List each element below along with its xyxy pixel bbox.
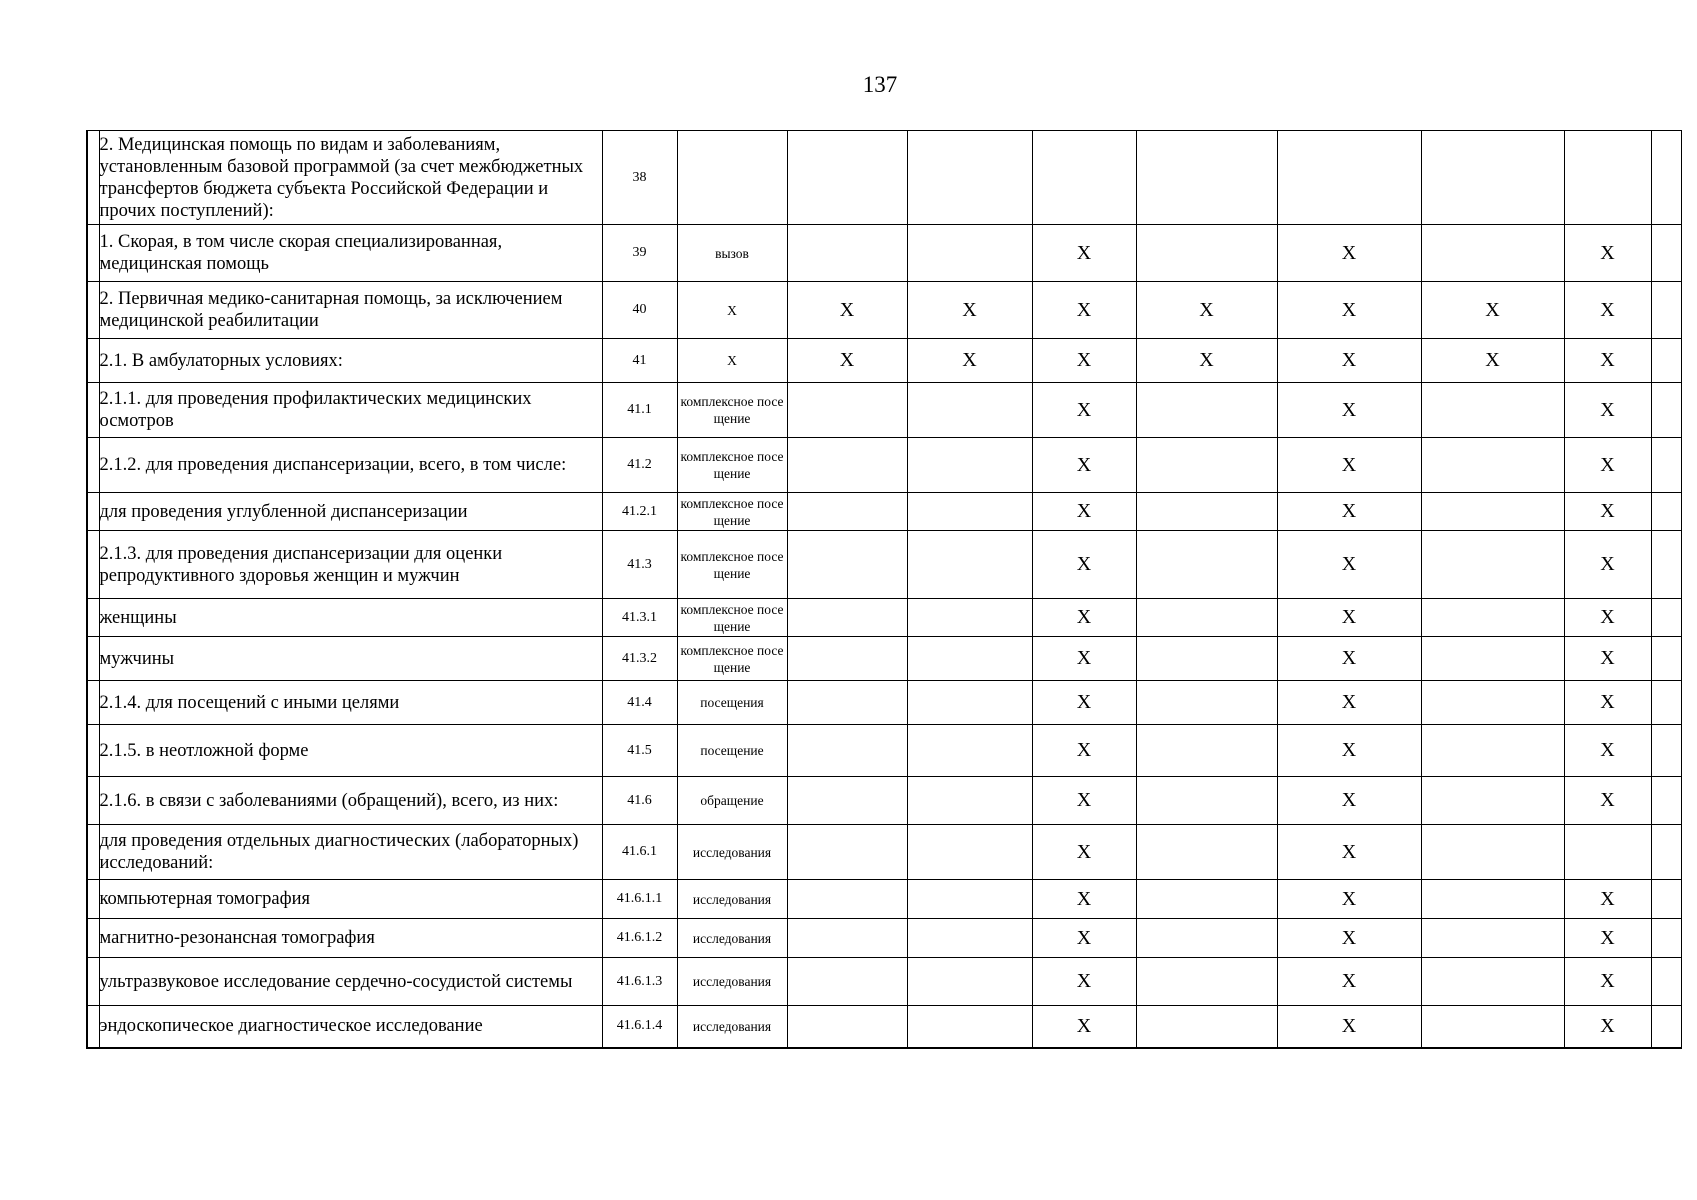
table-row [87,637,1681,681]
row-unit-cell: комплексное посещение [677,637,787,681]
table-row [87,531,1681,599]
row-name-cell: 2.1. В амбулаторных условиях: [99,339,602,383]
value-cell-col-1 [787,599,907,637]
value-cell-col-2: X [907,339,1032,383]
row-name-cell: ультразвуковое исследование сердечно-сосудистой системы [99,958,602,1006]
value-cell-col-3: X [1032,919,1136,958]
value-cell-col-6 [1421,825,1564,880]
row-number-cell: 39 [602,225,677,282]
value-cell-col-6 [1421,131,1564,225]
value-cell-col-1 [787,531,907,599]
row-unit-cell: исследования [677,1006,787,1048]
row-gutter-cell [87,637,99,681]
value-cell-col-6 [1421,880,1564,919]
value-cell-col-7: X [1564,438,1651,493]
value-cell-col-1 [787,637,907,681]
row-number-cell: 40 [602,282,677,339]
value-cell-col-2 [907,637,1032,681]
row-number-cell: 41.6.1.4 [602,1006,677,1048]
value-cell-col-2 [907,131,1032,225]
value-cell-col-2 [907,383,1032,438]
value-cell-col-7: X [1564,599,1651,637]
trailing-cell [1651,339,1681,383]
value-cell-col-2 [907,725,1032,777]
table-row [87,880,1681,919]
row-number-cell: 41.3.2 [602,637,677,681]
table-row [87,725,1681,777]
value-cell-col-3: X [1032,637,1136,681]
row-name-cell: 1. Скорая, в том числе скорая специализированная, медицинская помощь [99,225,602,282]
trailing-cell [1651,681,1681,725]
value-cell-col-1 [787,825,907,880]
row-name-cell: 2. Первичная медико-санитарная помощь, за исключением медицинской реабилитации [99,282,602,339]
value-cell-col-7: X [1564,637,1651,681]
value-cell-col-6 [1421,777,1564,825]
value-cell-col-5: X [1277,225,1421,282]
table-row [87,1006,1681,1048]
row-gutter-cell [87,131,99,225]
row-gutter-cell [87,282,99,339]
row-number-cell: 41.6.1.1 [602,880,677,919]
value-cell-col-1 [787,1006,907,1048]
value-cell-col-4 [1136,825,1277,880]
value-cell-col-3: X [1032,825,1136,880]
value-cell-col-7: X [1564,531,1651,599]
value-cell-col-4 [1136,777,1277,825]
trailing-cell [1651,637,1681,681]
table-row [87,383,1681,438]
row-unit-cell: комплексное посещение [677,531,787,599]
value-cell-col-5: X [1277,531,1421,599]
row-number-cell: 41.6.1.2 [602,919,677,958]
value-cell-col-4 [1136,225,1277,282]
table-body [87,131,1681,1048]
value-cell-col-6 [1421,637,1564,681]
value-cell-col-5: X [1277,725,1421,777]
value-cell-col-4: X [1136,339,1277,383]
page-number: 137 [862,72,898,97]
value-cell-col-4 [1136,493,1277,531]
row-name-cell: для проведения углубленной диспансеризации [99,493,602,531]
value-cell-col-2 [907,958,1032,1006]
value-cell-col-7: X [1564,919,1651,958]
value-cell-col-7: X [1564,383,1651,438]
row-unit-cell: комплексное посещение [677,438,787,493]
value-cell-col-6 [1421,438,1564,493]
row-name-cell: магнитно-резонансная томография [99,919,602,958]
value-cell-col-1 [787,777,907,825]
value-cell-col-3: X [1032,777,1136,825]
row-number-cell: 41.2 [602,438,677,493]
value-cell-col-1 [787,493,907,531]
value-cell-col-7: X [1564,681,1651,725]
row-number-cell: 41.3.1 [602,599,677,637]
row-name-cell: 2. Медицинская помощь по видам и заболеваниям, установленным базовой программой (за счет межбюджетных трансфертов бюджета субъекта Российской Федерации и прочих поступлений): [99,131,602,225]
value-cell-col-7: X [1564,725,1651,777]
row-name-cell: 2.1.6. в связи с заболеваниями (обращений), всего, из них: [99,777,602,825]
value-cell-col-4 [1136,383,1277,438]
value-cell-col-7: X [1564,493,1651,531]
trailing-cell [1651,225,1681,282]
value-cell-col-6 [1421,599,1564,637]
value-cell-col-2 [907,599,1032,637]
value-cell-col-7: X [1564,282,1651,339]
trailing-cell [1651,493,1681,531]
value-cell-col-7: X [1564,958,1651,1006]
value-cell-col-6: X [1421,282,1564,339]
row-number-cell: 41.6.1 [602,825,677,880]
value-cell-col-5: X [1277,681,1421,725]
value-cell-col-5: X [1277,599,1421,637]
value-cell-col-1 [787,225,907,282]
row-gutter-cell [87,880,99,919]
value-cell-col-7: X [1564,1006,1651,1048]
trailing-cell [1651,1006,1681,1048]
value-cell-col-6 [1421,1006,1564,1048]
row-gutter-cell [87,493,99,531]
row-number-cell: 41.3 [602,531,677,599]
row-number-cell: 41.6 [602,777,677,825]
value-cell-col-3: X [1032,599,1136,637]
trailing-cell [1651,531,1681,599]
row-name-cell: 2.1.2. для проведения диспансеризации, всего, в том числе: [99,438,602,493]
value-cell-col-2 [907,493,1032,531]
value-cell-col-5 [1277,131,1421,225]
value-cell-col-7: X [1564,339,1651,383]
row-unit-cell: комплексное посещение [677,383,787,438]
value-cell-col-5: X [1277,493,1421,531]
value-cell-col-5: X [1277,825,1421,880]
value-cell-col-6 [1421,919,1564,958]
table-row [87,958,1681,1006]
row-gutter-cell [87,919,99,958]
value-cell-col-2 [907,777,1032,825]
row-name-cell: для проведения отдельных диагностических (лабораторных) исследований: [99,825,602,880]
value-cell-col-3: X [1032,493,1136,531]
value-cell-col-7 [1564,825,1651,880]
value-cell-col-4 [1136,958,1277,1006]
value-cell-col-1 [787,919,907,958]
value-cell-col-1 [787,681,907,725]
value-cell-col-4 [1136,1006,1277,1048]
value-cell-col-1 [787,383,907,438]
row-number-cell: 41.6.1.3 [602,958,677,1006]
value-cell-col-1 [787,958,907,1006]
value-cell-col-4: X [1136,282,1277,339]
trailing-cell [1651,383,1681,438]
value-cell-col-2 [907,880,1032,919]
value-cell-col-3: X [1032,880,1136,919]
value-cell-col-2 [907,919,1032,958]
trailing-cell [1651,958,1681,1006]
value-cell-col-4 [1136,438,1277,493]
value-cell-col-6 [1421,958,1564,1006]
row-name-cell: компьютерная томография [99,880,602,919]
value-cell-col-5: X [1277,777,1421,825]
table-row [87,599,1681,637]
row-gutter-cell [87,681,99,725]
trailing-cell [1651,880,1681,919]
value-cell-col-5: X [1277,282,1421,339]
table-row [87,777,1681,825]
trailing-cell [1651,438,1681,493]
trailing-cell [1651,777,1681,825]
table-row [87,681,1681,725]
value-cell-col-1: X [787,282,907,339]
value-cell-col-3: X [1032,225,1136,282]
value-cell-col-2 [907,531,1032,599]
value-cell-col-6 [1421,383,1564,438]
value-cell-col-3: X [1032,725,1136,777]
row-unit-cell: X [677,339,787,383]
row-gutter-cell [87,777,99,825]
row-name-cell: 2.1.5. в неотложной форме [99,725,602,777]
value-cell-col-4 [1136,880,1277,919]
row-gutter-cell [87,825,99,880]
row-number-cell: 38 [602,131,677,225]
row-name-cell: эндоскопическое диагностическое исследование [99,1006,602,1048]
row-number-cell: 41.5 [602,725,677,777]
row-unit-cell: посещения [677,681,787,725]
value-cell-col-5: X [1277,958,1421,1006]
value-cell-col-4 [1136,637,1277,681]
value-cell-col-4 [1136,599,1277,637]
row-unit-cell: посещение [677,725,787,777]
row-unit-cell: комплексное посещение [677,493,787,531]
value-cell-col-5: X [1277,637,1421,681]
value-cell-col-3: X [1032,531,1136,599]
row-gutter-cell [87,958,99,1006]
value-cell-col-7: X [1564,777,1651,825]
row-unit-cell: вызов [677,225,787,282]
value-cell-col-6 [1421,225,1564,282]
value-cell-col-2 [907,681,1032,725]
row-unit-cell: исследования [677,880,787,919]
table-row [87,919,1681,958]
value-cell-col-6: X [1421,339,1564,383]
row-gutter-cell [87,339,99,383]
value-cell-col-3: X [1032,383,1136,438]
value-cell-col-5: X [1277,438,1421,493]
row-gutter-cell [87,725,99,777]
row-name-cell: женщины [99,599,602,637]
value-cell-col-4 [1136,531,1277,599]
value-cell-col-5: X [1277,1006,1421,1048]
row-unit-cell: исследования [677,825,787,880]
row-unit-cell: исследования [677,958,787,1006]
row-gutter-cell [87,438,99,493]
value-cell-col-3: X [1032,1006,1136,1048]
table-row [87,225,1681,282]
value-cell-col-4 [1136,681,1277,725]
row-unit-cell: X [677,282,787,339]
row-name-cell: мужчины [99,637,602,681]
trailing-cell [1651,825,1681,880]
row-number-cell: 41.1 [602,383,677,438]
value-cell-col-5: X [1277,339,1421,383]
trailing-cell [1651,725,1681,777]
table-row [87,493,1681,531]
trailing-cell [1651,131,1681,225]
row-name-cell: 2.1.4. для посещений с иными целями [99,681,602,725]
row-name-cell: 2.1.3. для проведения диспансеризации для оценки репродуктивного здоровья женщин и мужчин [99,531,602,599]
row-unit-cell: обращение [677,777,787,825]
row-number-cell: 41.2.1 [602,493,677,531]
row-unit-cell: комплексное посещение [677,599,787,637]
table-row [87,438,1681,493]
row-gutter-cell [87,1006,99,1048]
value-cell-col-6 [1421,725,1564,777]
row-unit-cell: исследования [677,919,787,958]
value-cell-col-2: X [907,282,1032,339]
table-row [87,339,1681,383]
value-cell-col-7: X [1564,880,1651,919]
value-cell-col-3: X [1032,339,1136,383]
value-cell-col-7: X [1564,225,1651,282]
value-cell-col-3 [1032,131,1136,225]
row-gutter-cell [87,225,99,282]
value-cell-col-3: X [1032,958,1136,1006]
value-cell-col-4 [1136,131,1277,225]
value-cell-col-2 [907,225,1032,282]
value-cell-col-5: X [1277,383,1421,438]
value-cell-col-3: X [1032,438,1136,493]
value-cell-col-1 [787,880,907,919]
value-cell-col-6 [1421,681,1564,725]
value-cell-col-5: X [1277,919,1421,958]
value-cell-col-3: X [1032,681,1136,725]
value-cell-col-7 [1564,131,1651,225]
value-cell-col-3: X [1032,282,1136,339]
funding-table [86,130,1682,1049]
value-cell-col-1 [787,131,907,225]
value-cell-col-2 [907,1006,1032,1048]
table-row [87,131,1681,225]
trailing-cell [1651,599,1681,637]
trailing-cell [1651,919,1681,958]
row-gutter-cell [87,531,99,599]
row-number-cell: 41.4 [602,681,677,725]
trailing-cell [1651,282,1681,339]
row-name-cell: 2.1.1. для проведения профилактических медицинских осмотров [99,383,602,438]
row-number-cell: 41 [602,339,677,383]
value-cell-col-1: X [787,339,907,383]
value-cell-col-6 [1421,531,1564,599]
value-cell-col-1 [787,725,907,777]
table-row [87,825,1681,880]
value-cell-col-4 [1136,725,1277,777]
value-cell-col-4 [1136,919,1277,958]
row-gutter-cell [87,599,99,637]
value-cell-col-1 [787,438,907,493]
table-row [87,282,1681,339]
value-cell-col-2 [907,438,1032,493]
row-gutter-cell [87,383,99,438]
value-cell-col-2 [907,825,1032,880]
row-unit-cell [677,131,787,225]
value-cell-col-6 [1421,493,1564,531]
value-cell-col-5: X [1277,880,1421,919]
